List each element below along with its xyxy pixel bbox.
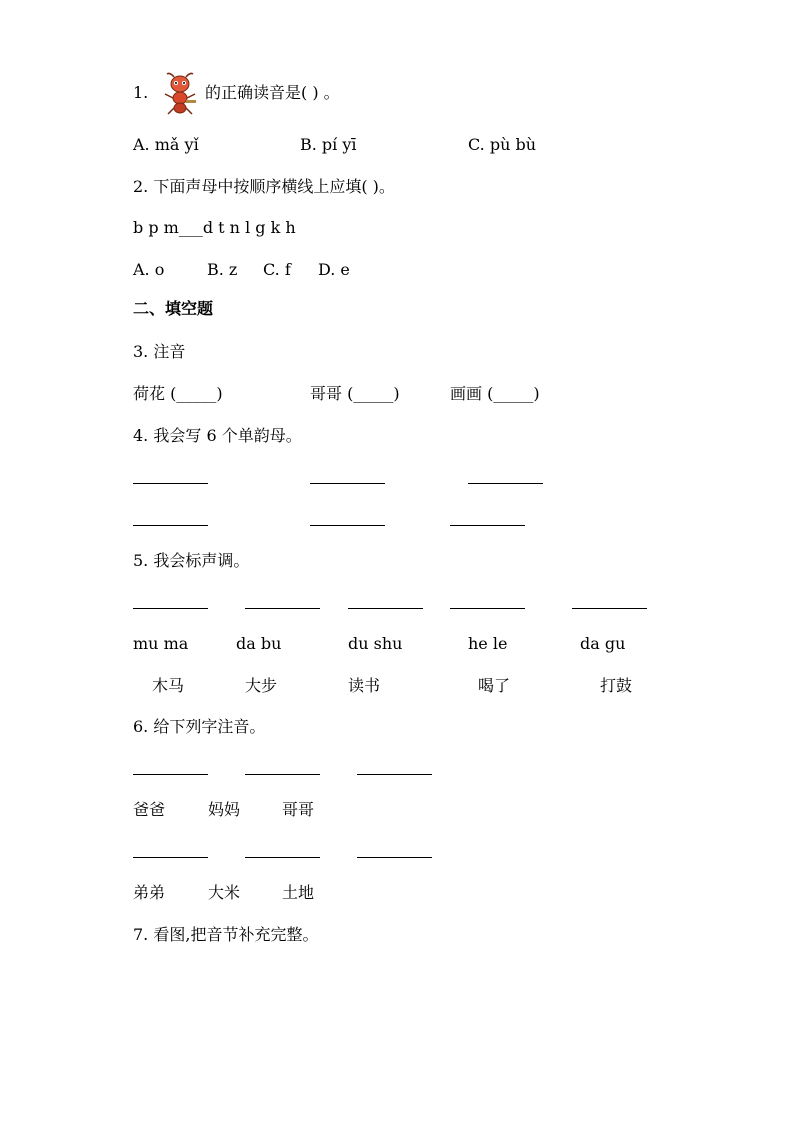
answer-blank[interactable] (357, 857, 432, 858)
q2-option-c: C. f (263, 260, 291, 279)
q3-item-1: 荷花 (_____) (133, 384, 223, 403)
q5-word-2: 大步 (245, 676, 278, 695)
answer-blank[interactable] (450, 525, 525, 526)
q6-word-6: 土地 (282, 883, 315, 902)
answer-blank[interactable] (468, 483, 543, 484)
q4-question: 4. 我会写 6 个单韵母。 (133, 426, 302, 445)
q1-option-b: B. pí yī (300, 135, 357, 154)
q2-option-a: A. o (133, 260, 165, 279)
section-title: 二、填空题 (133, 299, 214, 318)
answer-blank[interactable] (133, 774, 208, 775)
q1-question: 的正确读音是( ) 。 (205, 83, 340, 102)
answer-blank[interactable] (310, 483, 385, 484)
q6-word-4: 弟弟 (133, 883, 166, 902)
q2-option-b: B. z (207, 260, 238, 279)
answer-blank[interactable] (572, 608, 647, 609)
q6-word-1: 爸爸 (133, 800, 166, 819)
answer-blank[interactable] (133, 525, 208, 526)
q5-question: 5. 我会标声调。 (133, 551, 250, 570)
q3-item-3: 画画 (_____) (450, 384, 540, 403)
q3-item-2: 哥哥 (_____) (310, 384, 400, 403)
answer-blank[interactable] (133, 857, 208, 858)
q5-word-5: 打鼓 (600, 676, 633, 695)
q2-question: 2. 下面声母中按顺序横线上应填( )。 (133, 177, 395, 196)
answer-blank[interactable] (133, 483, 208, 484)
answer-blank[interactable] (133, 608, 208, 609)
answer-blank[interactable] (450, 608, 525, 609)
q5-pinyin-2: da bu (236, 634, 282, 653)
q1-option-c: C. pù bù (468, 135, 537, 154)
q5-word-1: 木马 (152, 676, 185, 695)
answer-blank[interactable] (245, 857, 320, 858)
q3-question: 3. 注音 (133, 342, 186, 361)
ant-icon (160, 72, 200, 116)
q6-word-3: 哥哥 (282, 800, 315, 819)
q1-option-a: A. mǎ yǐ (133, 135, 199, 154)
answer-blank[interactable] (310, 525, 385, 526)
answer-blank[interactable] (357, 774, 432, 775)
q5-word-3: 读书 (348, 676, 381, 695)
q1-number: 1. (133, 83, 149, 102)
q6-question: 6. 给下列字注音。 (133, 717, 266, 736)
q5-pinyin-1: mu ma (133, 634, 189, 653)
q6-word-5: 大米 (208, 883, 241, 902)
answer-blank[interactable] (245, 774, 320, 775)
answer-blank[interactable] (245, 608, 320, 609)
q5-pinyin-5: da gu (580, 634, 626, 653)
answer-blank[interactable] (348, 608, 423, 609)
q5-pinyin-4: he le (468, 634, 508, 653)
q6-word-2: 妈妈 (208, 800, 241, 819)
q2-sequence: b p m___d t n l g k h (133, 218, 296, 237)
q5-pinyin-3: du shu (348, 634, 403, 653)
q2-option-d: D. e (318, 260, 350, 279)
q7-question: 7. 看图,把音节补充完整。 (133, 925, 319, 944)
q5-word-4: 喝了 (478, 676, 511, 695)
